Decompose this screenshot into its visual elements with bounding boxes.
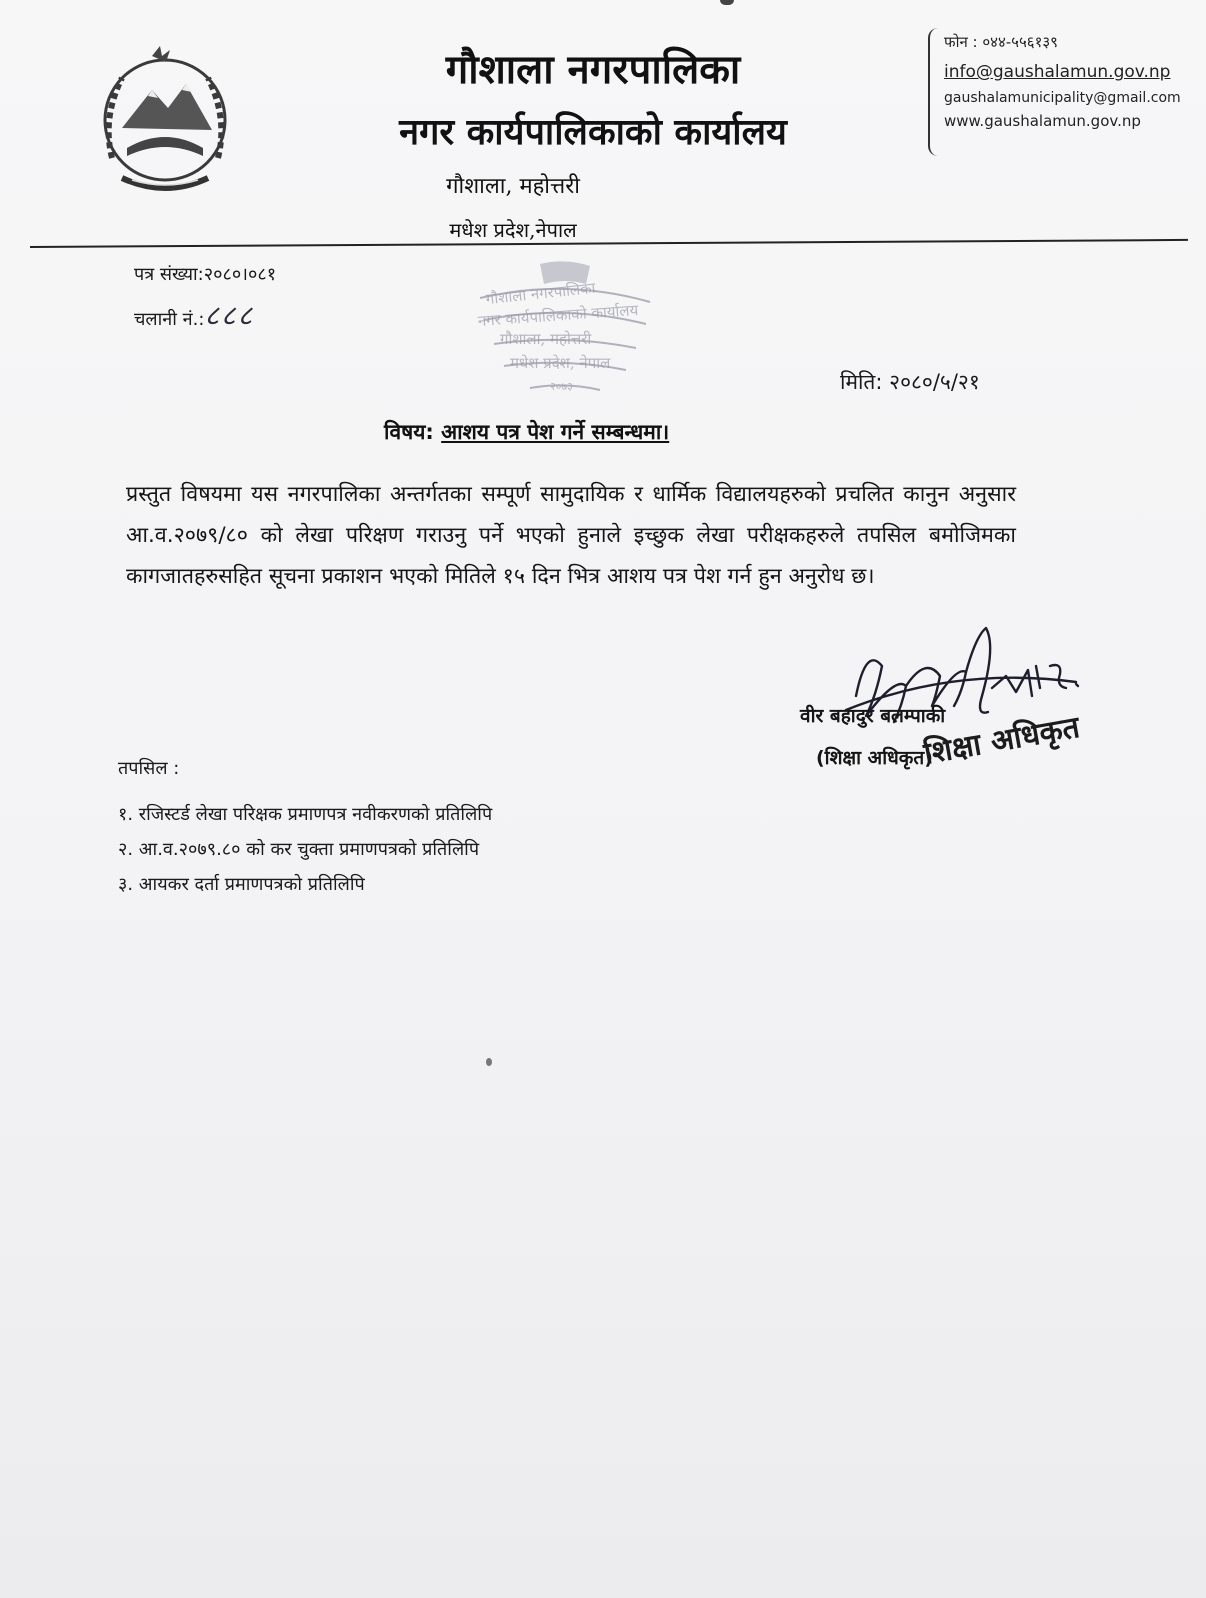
svg-text:गौशाला, महोत्तरी: गौशाला, महोत्तरी xyxy=(500,330,592,348)
office-seal-stamp xyxy=(470,258,660,408)
dispatch-number: ८८८ xyxy=(204,299,255,332)
svg-text:नगर कार्यपालिकाको कार्यालय: नगर कार्यपालिकाको कार्यालय xyxy=(477,300,639,331)
contact-block xyxy=(928,28,1206,156)
contact-email-alt[interactable]: gaushalamunicipality@gmail.com xyxy=(944,90,1181,106)
office-name: नगर कार्यपालिकाको कार्यालय xyxy=(399,111,787,153)
dispatch-label: चलानी नं.: xyxy=(134,309,205,330)
organization-name: गौशाला नगरपालिका xyxy=(445,46,741,93)
svg-text:२०७३: २०७३ xyxy=(550,380,573,393)
enclosure-item: १. रजिस्टर्ड लेखा परिक्षक प्रमाणपत्र नवीकरणको प्रतिलिपि xyxy=(118,804,493,825)
contact-email[interactable]: info@gaushalamun.gov.np xyxy=(944,62,1171,82)
paper-mark xyxy=(720,0,734,5)
dispatch-number-row xyxy=(134,296,254,334)
svg-text:गौशाला नगरपालिका: गौशाला नगरपालिका xyxy=(484,278,597,309)
letter-body: प्रस्तुत विषयमा यस नगरपालिका अन्तर्गतका सम्पूर्ण सामुदायिक र धार्मिक विद्यालयहरुको प्रचलित कानुन अनुसार आ.व.२०७९/८० को लेखा परिक्षण गराउनु पर्ने भएको हुनाले इच्छुक लेखा परीक्षकहरुले तपसिल बमोजिमका कागजातहरुसहित सूचना प्रकाशन भएको मितिले १५ दिन भित्र आशय पत्र पेश गर्न हुन अनुरोध छ। xyxy=(126,482,1016,589)
letter-number: पत्र संख्या:२०८०।०८१ xyxy=(134,264,277,285)
office-province: मधेश प्रदेश,नेपाल xyxy=(449,218,577,242)
signatory-name: वीर बहादुर बलम्पाकी xyxy=(800,705,946,727)
subject-text: आशय पत्र पेश गर्ने सम्बन्धमा। xyxy=(441,420,670,444)
contact-phone: फोन : ०४४-५५६१३९ xyxy=(944,33,1058,51)
enclosure-item: ३. आयकर दर्ता प्रमाणपत्रको प्रतिलिपि xyxy=(118,874,365,895)
enclosure-item: २. आ.व.२०७९.८० को कर चुक्ता प्रमाणपत्रको प्रतिलिपि xyxy=(118,839,480,860)
subject-line xyxy=(384,418,669,446)
enclosures-list xyxy=(118,802,492,907)
subject-label: विषय: xyxy=(384,420,434,444)
signatory-title: (शिक्षा अधिकृत) xyxy=(816,747,933,769)
office-location: गौशाला, महोत्तरी xyxy=(446,174,580,199)
svg-text:मधेश प्रदेश, नेपाल: मधेश प्रदेश, नेपाल xyxy=(510,354,611,372)
enclosures-heading: तपसिल : xyxy=(118,758,180,779)
paper-speck xyxy=(486,1058,492,1066)
letter-date: मिति: २०८०/५/२१ xyxy=(840,370,980,394)
officer-stamp: शिक्षा अधिकृत xyxy=(921,709,1083,772)
contact-website[interactable]: www.gaushalamun.gov.np xyxy=(944,112,1141,130)
